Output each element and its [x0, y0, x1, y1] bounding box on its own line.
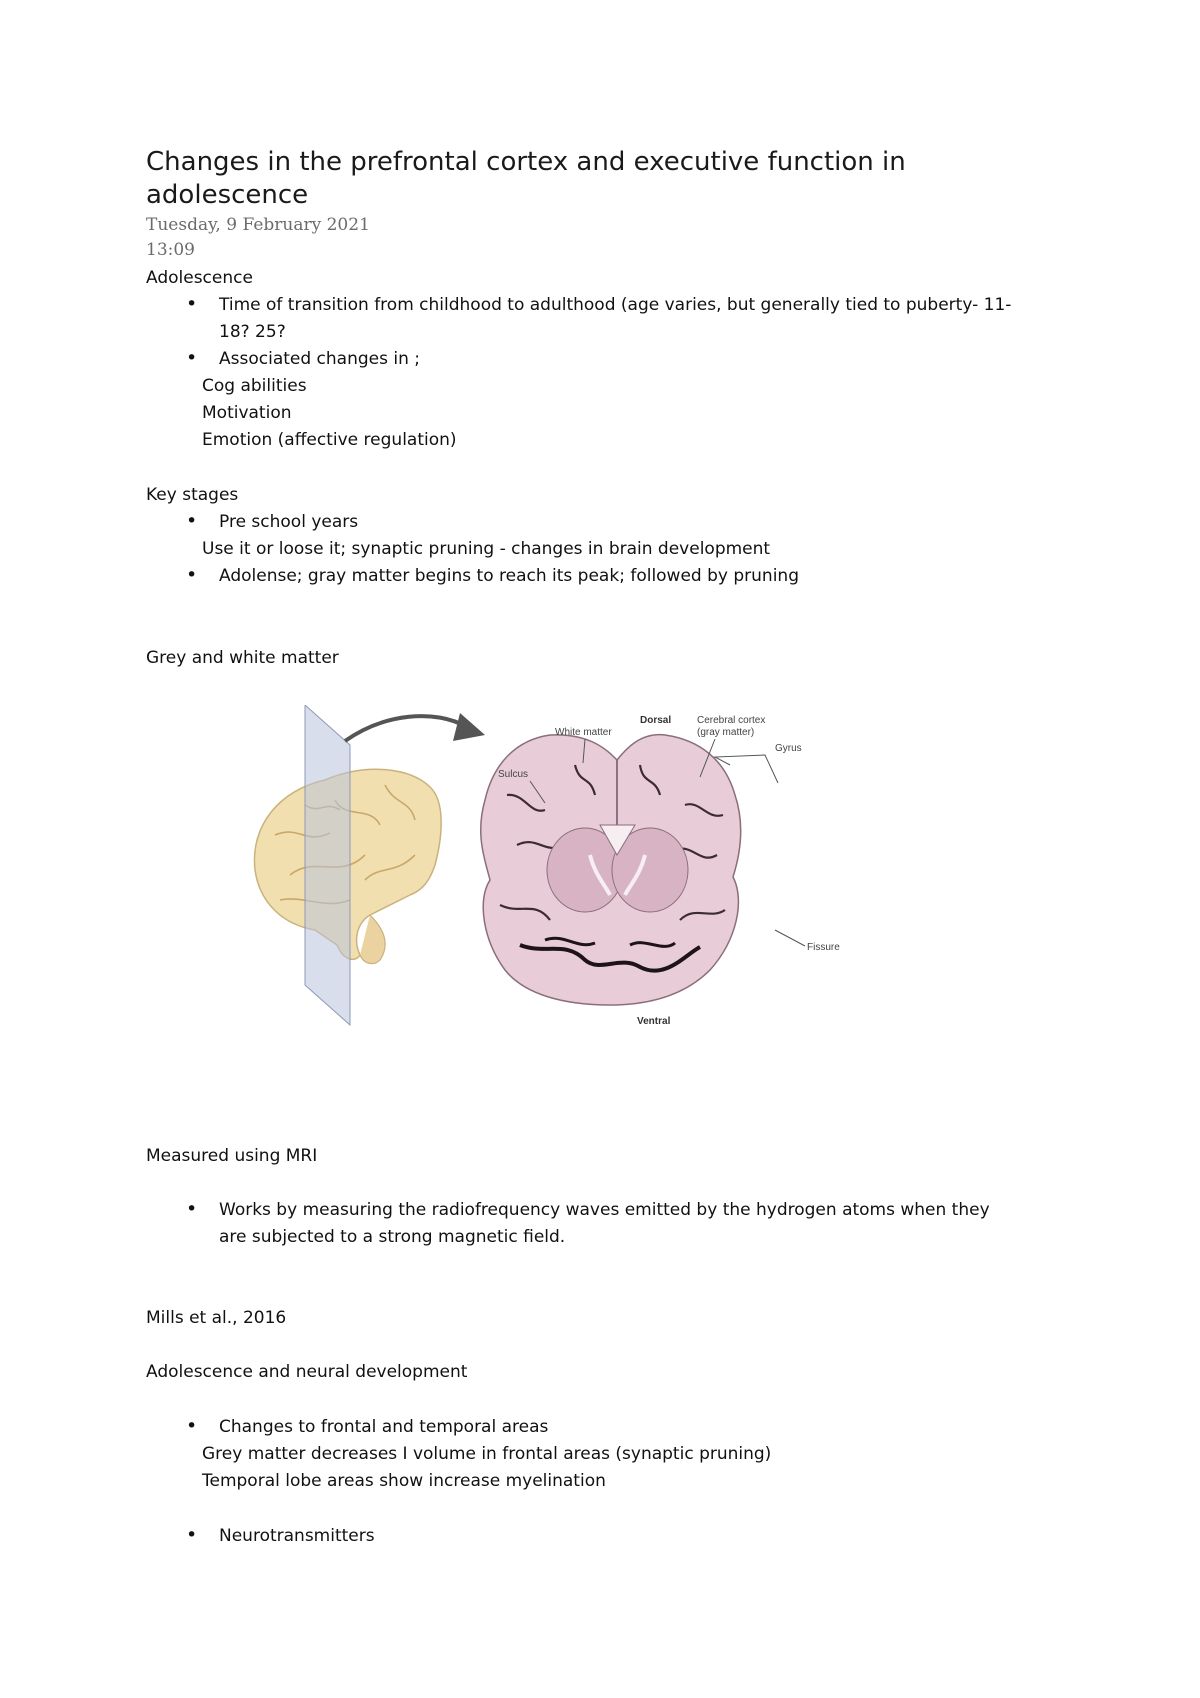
label-ventral: Ventral: [637, 1016, 671, 1027]
cutting-plane: [305, 705, 350, 1025]
adolescence-bullet-1: • Time of transition from childhood to adulthood (age varies, but generally tied to puberty- 11-: [219, 295, 1011, 315]
note-date: Tuesday, 9 February 2021: [146, 215, 370, 235]
page-title-line2: adolescence: [146, 180, 309, 210]
mri-heading: Measured using MRI: [146, 1146, 318, 1166]
key-stages-sub-1: Use it or loose it; synaptic pruning - changes in brain development: [202, 539, 771, 559]
arrow-icon: [345, 716, 467, 741]
reference-citation: Mills et al., 2016: [146, 1308, 287, 1328]
adolescence-heading: Adolescence: [146, 268, 253, 288]
sub-item-motivation: Motivation: [202, 403, 292, 423]
mri-bullet: • Works by measuring the radiofrequency waves emitted by the hydrogen atoms when they: [219, 1200, 990, 1220]
label-fissure: Fissure: [807, 942, 840, 953]
neural-bullet-2: • Neurotransmitters: [219, 1526, 375, 1546]
neural-sub-1: Grey matter decreases I volume in frontal areas (synaptic pruning): [202, 1444, 772, 1464]
label-white-matter: White matter: [555, 727, 612, 738]
label-cortex-line1: Cerebral cortex: [697, 715, 766, 726]
mri-bullet-cont: are subjected to a strong magnetic field.: [219, 1227, 566, 1247]
label-sulcus: Sulcus: [498, 769, 529, 780]
page-title-line1: Changes in the prefrontal cortex and executive function in: [146, 147, 906, 177]
note-time: 13:09: [146, 240, 195, 260]
adolescence-bullet-2: • Associated changes in ;: [219, 349, 420, 369]
label-dorsal: Dorsal: [640, 715, 672, 726]
adolescence-bullet-1-cont: 18? 25?: [219, 322, 286, 342]
brain-coronal-section-figure: [245, 705, 855, 1035]
neural-bullet-1: • Changes to frontal and temporal areas: [219, 1417, 548, 1437]
label-cortex-line2: (gray matter): [697, 727, 755, 738]
key-stages-bullet-1: • Pre school years: [219, 512, 358, 532]
grey-white-heading: Grey and white matter: [146, 648, 339, 668]
sub-item-emotion: Emotion (affective regulation): [202, 430, 457, 450]
label-gyrus: Gyrus: [775, 743, 802, 754]
neural-sub-2: Temporal lobe areas show increase myelination: [202, 1471, 606, 1491]
sub-item-cog: Cog abilities: [202, 376, 307, 396]
key-stages-bullet-2: • Adolense; gray matter begins to reach its peak; followed by pruning: [219, 566, 799, 586]
key-stages-heading: Key stages: [146, 485, 239, 505]
neural-heading: Adolescence and neural development: [146, 1362, 468, 1382]
